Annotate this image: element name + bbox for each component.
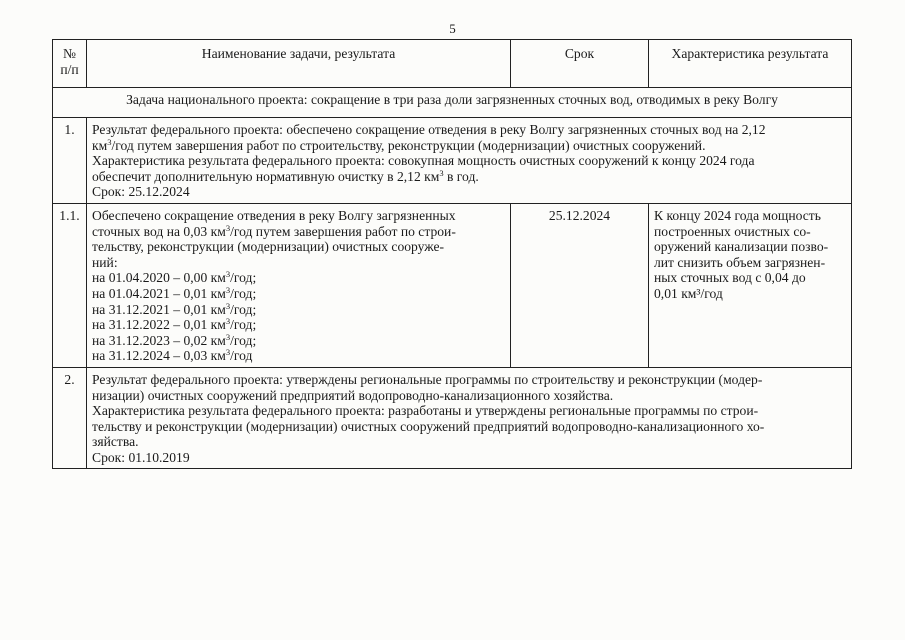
- unit-superscript: 3: [225, 331, 231, 342]
- row-number: 1.: [53, 118, 87, 204]
- unit-superscript: 3: [225, 316, 231, 327]
- table-row: [53, 118, 852, 204]
- results-table: [52, 39, 852, 469]
- unit-text: км: [92, 137, 108, 153]
- table-row: [53, 367, 852, 469]
- header-num-label: № п/п: [60, 46, 79, 77]
- table-row: [53, 203, 852, 367]
- name-line: Обеспечено сокращение отведения в реку Волгу загрязненных: [92, 207, 456, 223]
- characteristic-line: построенных очистных со-: [654, 223, 811, 239]
- characteristic-line: К концу 2024 года мощность: [654, 207, 821, 223]
- unit-superscript: 3: [225, 222, 231, 233]
- row-1-1-characteristic: [649, 203, 852, 367]
- unit-superscript: 3: [225, 300, 231, 311]
- row-2-line: тельству и реконструкции (модернизации) очистных сооружений предприятий водопроводно-канализационного хо-: [92, 418, 765, 434]
- row-1-content: [87, 118, 852, 204]
- page-number: 5: [449, 21, 456, 36]
- task-title: Задача национального проекта: сокращение в три раза доли загрязненных сточных вод, отводимых в реку Волгу: [53, 88, 852, 118]
- unit-superscript: 3: [439, 167, 444, 178]
- value-date: на 31.12.2021 – 0,01 км: [92, 301, 226, 317]
- value-tail: /год;: [230, 332, 257, 348]
- value-tail: /год;: [230, 317, 257, 333]
- header-characteristic: Характеристика результата: [649, 40, 852, 88]
- row-1-1-term: 25.12.2024: [511, 203, 649, 367]
- value-date: на 31.12.2022 – 0,01 км: [92, 317, 226, 333]
- table-header-row: [53, 40, 852, 88]
- characteristic-line: оружений канализации позво-: [654, 239, 829, 255]
- row-number: 2.: [53, 367, 87, 469]
- header-term: Срок: [511, 40, 649, 88]
- row-1-line-3: Характеристика результата федерального проекта: совокупная мощность очистных сооружений к концу 2024 года: [92, 153, 755, 169]
- row-1-line-2-rest: /год путем завершения работ по строительству, реконструкции (модернизации) очистных сооружений.: [111, 137, 706, 153]
- name-line: тельству, реконструкции (модернизации) очистных сооруже-: [92, 239, 445, 255]
- value-line: [92, 348, 505, 364]
- name-line: [92, 224, 505, 240]
- unit-superscript: 3: [225, 347, 231, 358]
- unit-superscript: 3: [225, 284, 231, 295]
- row-1-line-4-end: в год.: [443, 168, 479, 184]
- value-date: на 31.12.2024 – 0,03 км: [92, 348, 226, 364]
- unit-superscript: 3: [107, 136, 112, 147]
- row-number: 1.1.: [53, 203, 87, 367]
- value-tail: /год;: [230, 270, 257, 286]
- value-tail: /год;: [230, 285, 257, 301]
- row-1-term: Срок: 25.12.2024: [92, 184, 190, 200]
- header-name: Наименование задачи, результата: [87, 40, 511, 88]
- value-date: на 31.12.2023 – 0,02 км: [92, 332, 226, 348]
- value-line: [92, 317, 505, 333]
- value-line: [92, 270, 505, 286]
- row-1-line-1: Результат федерального проекта: обеспечено сокращение отведения в реку Волгу загрязненных сточных вод на 2,12: [92, 122, 766, 137]
- value-date: на 01.04.2021 – 0,01 км: [92, 285, 226, 301]
- row-1-1-name: [87, 203, 511, 367]
- row-2-line: Характеристика результата федерального проекта: разработаны и утверждены региональные программы по строи-: [92, 403, 759, 419]
- row-2-content: [87, 367, 852, 469]
- value-date: на 01.04.2020 – 0,00 км: [92, 270, 226, 286]
- characteristic-line: 0,01 км³/год: [654, 285, 723, 301]
- name-line-end: /год путем завершения работ по строи-: [230, 223, 456, 239]
- row-2-line: Результат федерального проекта: утверждены региональные программы по строительству и реконструкции (модер-: [92, 371, 763, 387]
- value-tail: /год: [230, 348, 253, 364]
- row-2-line: зяйства.: [92, 434, 139, 450]
- task-row: [53, 88, 852, 118]
- characteristic-line: лит снизить объем загрязнен-: [654, 254, 826, 270]
- row-1-line-4: [92, 169, 846, 185]
- characteristic-line: ных сточных вод с 0,04 до: [654, 270, 806, 286]
- row-2-line: низации) очистных сооружений предприятий водопроводно-канализационного хозяйства.: [92, 387, 614, 403]
- name-line-start: сточных вод на 0,03 км: [92, 223, 226, 239]
- row-2-term: Срок: 01.10.2019: [92, 449, 190, 465]
- name-line: ний:: [92, 254, 118, 270]
- header-num: [53, 40, 87, 88]
- unit-superscript: 3: [225, 269, 231, 280]
- value-line: [92, 333, 505, 349]
- row-1-line-4-start: обеспечит дополнительную нормативную очистку в 2,12 км: [92, 168, 440, 184]
- row-1-line-2: [92, 138, 846, 154]
- value-tail: /год;: [230, 301, 257, 317]
- value-line: [92, 286, 505, 302]
- value-line: [92, 302, 505, 318]
